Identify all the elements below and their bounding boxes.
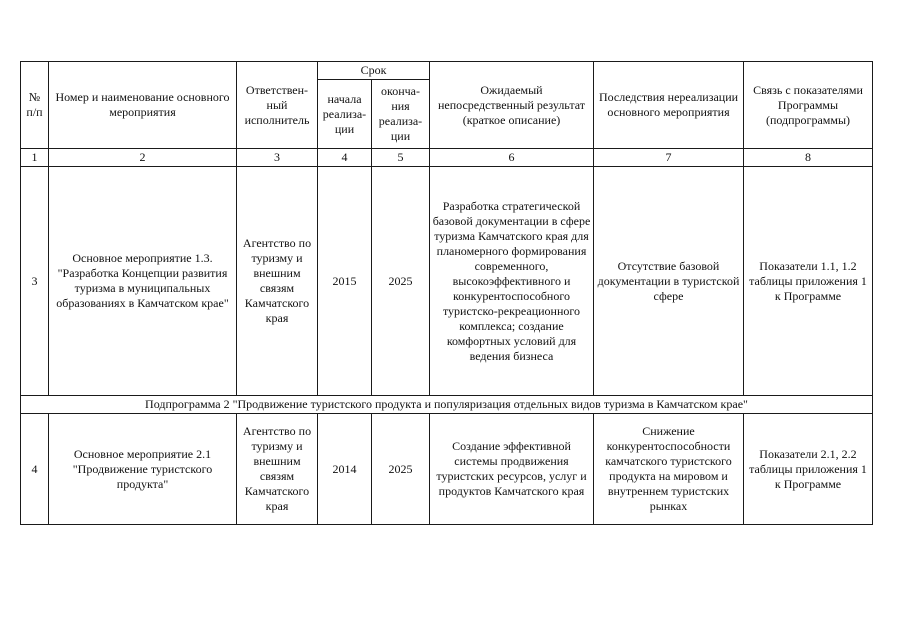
column-number: 2 [49, 149, 237, 167]
column-number: 7 [594, 149, 744, 167]
column-numbers-row [21, 149, 873, 167]
header-link: Связь с показателями Программы (подпрограммы) [744, 62, 873, 149]
row-name: Основное мероприятие 2.1 "Продвижение туристского продукта" [49, 414, 237, 525]
row-responsible: Агентство по туризму и внешним связям Камчатского края [237, 167, 318, 396]
header-num: № п/п [21, 62, 49, 149]
row-consequences: Снижение конкурентоспособности камчатского туристского продукта на мировом и внутреннем туристских рынках [594, 414, 744, 525]
row-num: 4 [21, 414, 49, 525]
row-end: 2025 [372, 167, 430, 396]
row-end: 2025 [372, 414, 430, 525]
column-number: 1 [21, 149, 49, 167]
table-row [21, 414, 873, 525]
row-link: Показатели 2.1, 2.2 таблицы приложения 1 к Программе [744, 414, 873, 525]
header-term: Срок [318, 62, 430, 80]
header-result: Ожидаемый непосредственный результат (краткое описание) [430, 62, 594, 149]
row-num: 3 [21, 167, 49, 396]
row-result: Разработка стратегической базовой документации в сфере туризма Камчатского края для планомерного формирования современного, высокоэффективного и конкурентоспособного туристско-рекреационного комплекса; создание комфортных условий для ведения бизнеса [430, 167, 594, 396]
column-number: 8 [744, 149, 873, 167]
subprogram-row [21, 396, 873, 414]
header-row [21, 62, 873, 80]
subprogram-title: Подпрограмма 2 "Продвижение туристского продукта и популяризация отдельных видов туризма в Камчатском крае" [21, 396, 873, 414]
row-responsible: Агентство по туризму и внешним связям Камчатского края [237, 414, 318, 525]
header-name: Номер и наименование основного мероприятия [49, 62, 237, 149]
row-consequences: Отсутствие базовой документации в туристской сфере [594, 167, 744, 396]
row-result: Создание эффективной системы продвижения туристских ресурсов, услуг и продуктов Камчатского края [430, 414, 594, 525]
row-link: Показатели 1.1, 1.2 таблицы приложения 1 к Программе [744, 167, 873, 396]
row-start: 2015 [318, 167, 372, 396]
table-row [21, 167, 873, 396]
measures-table [20, 61, 873, 525]
header-start: начала реализа-ции [318, 80, 372, 149]
column-number: 4 [318, 149, 372, 167]
column-number: 6 [430, 149, 594, 167]
row-name: Основное мероприятие 1.3. "Разработка Концепции развития туризма в муниципальных образованиях в Камчатском крае" [49, 167, 237, 396]
row-start: 2014 [318, 414, 372, 525]
header-responsible: Ответствен-ный исполнитель [237, 62, 318, 149]
column-number: 3 [237, 149, 318, 167]
column-number: 5 [372, 149, 430, 167]
header-end: оконча-ния реализа-ции [372, 80, 430, 149]
header-consequences: Последствия нереализации основного мероприятия [594, 62, 744, 149]
